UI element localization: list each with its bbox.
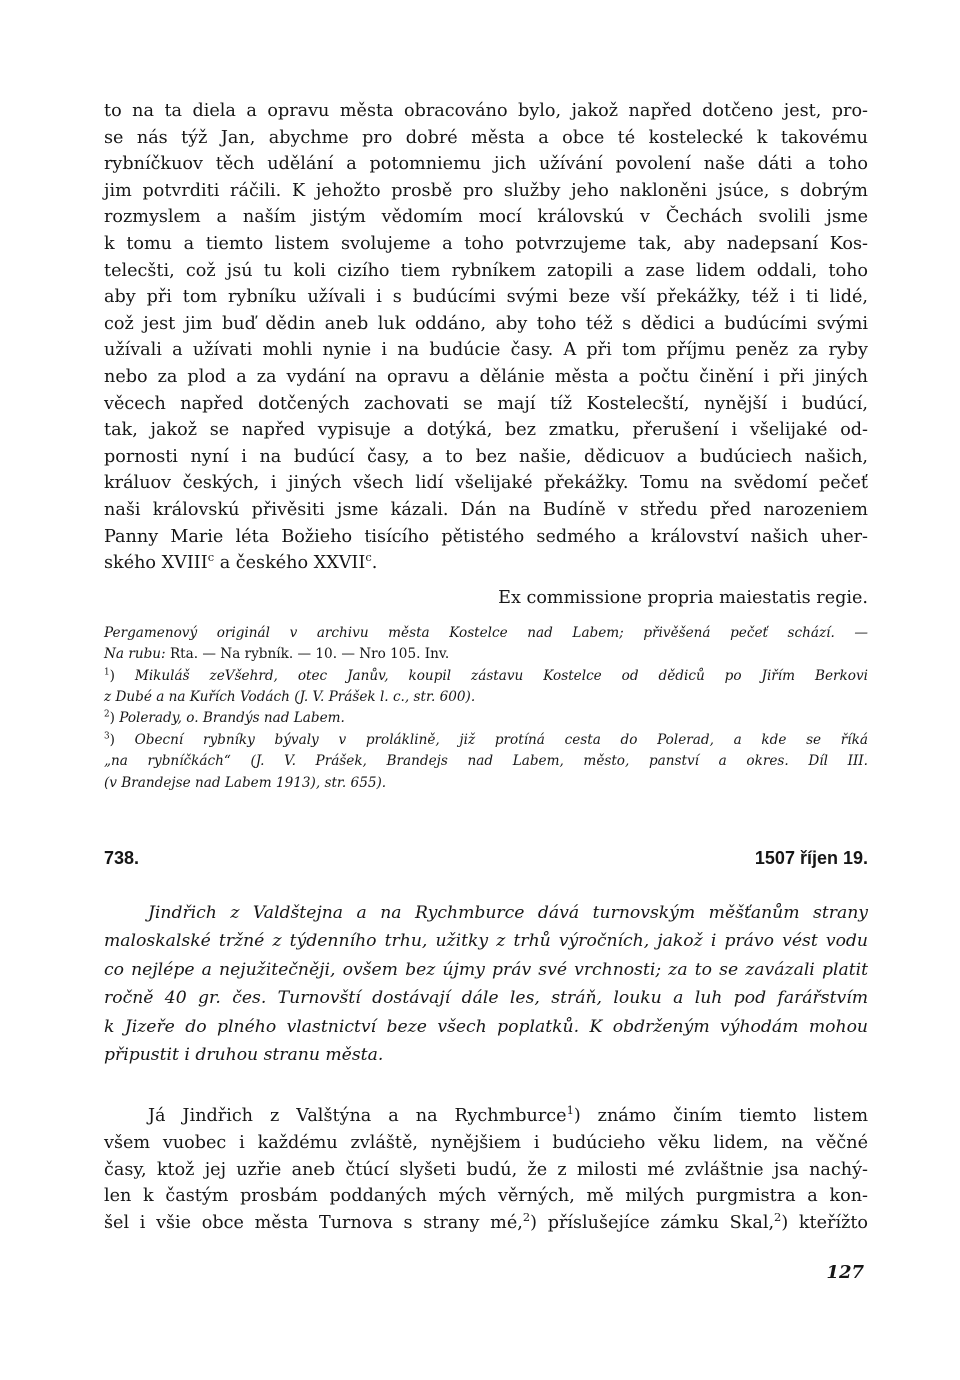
document-page (104, 98, 868, 1236)
regest (104, 899, 868, 1069)
charter-text (104, 1103, 868, 1236)
text-segment: ) známo činím tiemto listem (573, 1106, 868, 1127)
regest-line: ročně 40 gr. čes. Turnovští dostávají dále les, stráň, louku a luh pod farářstvím (104, 988, 868, 1009)
footnote-ref: 2 (522, 1209, 531, 1224)
regest-line: maloskalské tržné z týdenního trhu, užitky z trhů výročních, jakož i právo vést vodu (104, 931, 868, 952)
text-line: rybníčkuov těch udělání a potomniemu jich užívání povolení naše dáti a toho (104, 154, 868, 175)
footnote-paren: ) (109, 731, 115, 748)
footnote-1-cont: z Dubé a na Kuřích Vodách (J. V. Prášek l. c., str. 600). (104, 688, 476, 705)
footnote-text: Mikuláš zeVšehrd, otec Janův, koupil zástavu Kostelce od dědiců po Jiřím Berkovi (114, 667, 868, 684)
footnote-1 (104, 666, 868, 687)
regest-line: připustit i druhou stranu města. (104, 1044, 384, 1065)
footnote-2 (104, 708, 868, 729)
period: . (371, 553, 378, 574)
text-line: se nás týž Jan, abychme pro dobré města a obce té kostelecké k takovému (104, 127, 868, 148)
text-line: časy, ktož jej uzřie aneb čtúcí slyšeti budú, že z milosti mé zvláštnie jsa nachý- (104, 1159, 868, 1180)
footnote-paren: ) (109, 710, 115, 727)
text-line: naši královskú přivěsiti jsme kázali. Dán na Budíně v středu před narozeniem (104, 499, 868, 520)
verso-text: Rta. — Na rybník. — 10. — Nro 105. Inv. (165, 646, 450, 663)
text-line: pornosti nyní i na budúcí časy, a to bez našie, dědicuov a budúciech našich, (104, 446, 868, 467)
text-line: jim potvrditi ráčili. K jehožto prosbě pro služby jeho nakloněni jsúce, s dobrým (104, 180, 868, 201)
text-line: tak, jakož se napřed vypisuje a dotýká, bez zmatku, přerušení i všelijaké od- (104, 420, 868, 441)
footnotes (104, 623, 868, 794)
charter-heading (104, 848, 868, 869)
superscript: c (365, 550, 372, 565)
text-line: k tomu a tiemto listem svolujeme a toho potvrzujeme tak, aby nadepsaní Kos- (104, 233, 868, 254)
superscript: c (207, 550, 215, 565)
charter-number: 738. (104, 847, 140, 868)
text-line: to na ta diela a opravu města obracováno bylo, jakož napřed dotčeno jest, pro- (104, 101, 868, 121)
regest-line: Jindřich z Valdštejna a na Rychmburce dává turnovským měšťanům strany (148, 902, 868, 923)
footnote-mark: 3 (104, 731, 110, 742)
text-line: rozmyslem a naším jistým vědomím mocí královskú v Čechách svolili jsme (104, 207, 868, 228)
text-line: len k častým prosbám poddaných mých věrných, mě milých purgmistra a kon- (104, 1186, 868, 1207)
regest-line: co nejlépe a nejužitečněji, ovšem bez újmy práv své vrchnosti; za to se zavázali platit (104, 959, 868, 980)
footnote-ref: 1 (566, 1103, 574, 1118)
text-line: králuov českých, i jiných všech lidí všelijaké překážky. Tomu na svědomí pečeť (104, 473, 868, 494)
page-number: 127 (826, 1262, 864, 1283)
source-note-verso (104, 644, 868, 665)
charter-date: 1507 říjen 19. (754, 847, 868, 868)
footnote-mark: 2 (104, 709, 110, 720)
text-segment: šel i všie obce města Turnova s strany mé, (104, 1212, 523, 1233)
verso-label: Na rubu: (104, 646, 166, 663)
text-line: Panny Marie léta Božieho tisícího pětistého sedmého a království našich uher- (104, 526, 868, 547)
main-text (104, 98, 868, 577)
regnal-year-bohemia: a českého XXVII (219, 553, 366, 574)
regest-line: k Jizeře do plného vlastnictví beze všech poplatků. K obdrženým výhodám mohou (104, 1016, 868, 1037)
footnote-3-cont: (v Brandejse nad Labem 1913), str. 655). (104, 774, 387, 791)
footnote-text: Obecní rybníky bývaly v proláklině, již protíná cesta do Polerad, a kde se říká (114, 731, 868, 748)
closing-formula: Ex commissione propria maiestatis regie. (498, 587, 868, 608)
footnote-mark: 1 (104, 666, 110, 677)
text-segment: Já Jindřich z Valštýna a na Rychmburce (148, 1106, 567, 1127)
text-line: což jest jim buď dědin aneb luk oddáno, aby toho též s dědici a budúcími svými (104, 313, 868, 334)
text-line: užívali a užívati mohli nynie i na budúcie časy. A při tom příjmu peněz za ryby (104, 340, 868, 361)
text-line: všem vuobec i každému zvláště, nynějšiem i budúcieho věku lidem, na věčné (104, 1132, 868, 1153)
text-line (104, 550, 868, 577)
source-note: Pergamenový originál v archivu města Kostelce nad Labem; přivěšená pečeť schází. — (104, 624, 868, 641)
footnote-3 (104, 730, 868, 751)
footnote-3-cont: „na rybníčkách“ (J. V. Prášek, Brandejs nad Labem, město, panství a okres. Díl III. (104, 753, 868, 770)
footnote-ref: 2 (774, 1209, 782, 1224)
text-segment: ) kteřížto (781, 1212, 868, 1233)
text-segment: ) příslušejíce zámku Skal, (530, 1212, 775, 1233)
text-line: telecšti, což jsú tu koli cizího tiem rybníkem zatopili a zase lidem oddali, toho (104, 260, 868, 281)
text-line: nebo za plod a za vydání na opravu a dělánie města a počtu činění i při jiných (104, 366, 868, 387)
footnote-text: Polerady, o. Brandýs nad Labem. (114, 710, 345, 727)
text-line: věcech napřed dotčených zachovati se mají tíž Kostelecští, nynější i budúcí, (104, 393, 868, 414)
regnal-year-hungary: ského XVIII (104, 553, 208, 574)
footnote-paren: ) (109, 667, 115, 684)
text-line (104, 1210, 868, 1237)
text-line: aby při tom rybníku užívali i s budúcími svými beze vší překážky, též i ti lidé, (104, 287, 868, 308)
text-line (104, 1103, 868, 1130)
